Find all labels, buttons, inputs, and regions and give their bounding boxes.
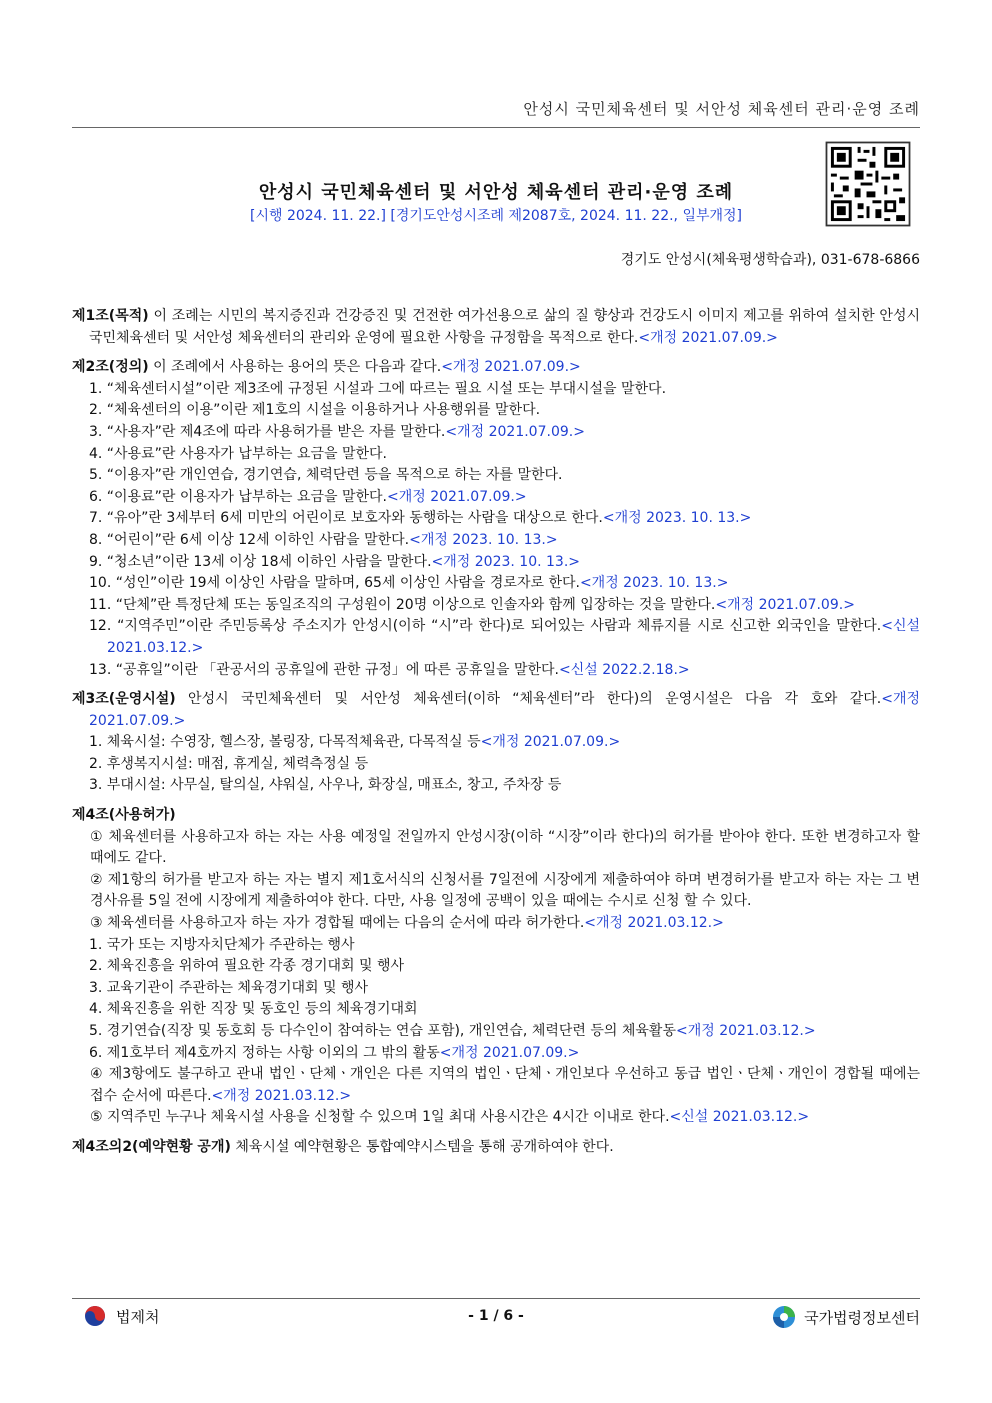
article-3 bbox=[72, 689, 920, 797]
list-item: 6. “이용료”란 이용자가 납부하는 요금을 말한다.<개정 2021.07.09.> bbox=[89, 488, 527, 505]
list-item: 8. “어린이”란 6세 이상 12세 이하인 사람을 말한다.<개정 2023. 10. 13.> bbox=[89, 531, 558, 548]
list-item: 9. “청소년”이란 13세 이상 18세 이하인 사람을 말한다.<개정 2023. 10. 13.> bbox=[89, 553, 580, 570]
article-heading: 제1조(목적) bbox=[72, 308, 149, 324]
list-item: 3. “사용자”란 제4조에 따라 사용허가를 받은 자를 말한다.<개정 2021.07.09.> bbox=[89, 423, 585, 440]
amendment-note: <개정 2021.07.09.> bbox=[638, 329, 778, 346]
list-item: 1. 국가 또는 지방자치단체가 주관하는 행사 bbox=[89, 936, 355, 953]
amendment-note: <개정 2021.07.09.> bbox=[89, 691, 920, 729]
article-1 bbox=[72, 306, 920, 349]
footer-right-label: 국가법령정보센터 bbox=[804, 1308, 920, 1327]
paragraph: ③ 체육센터를 사용하고자 하는 자가 경합될 때에는 다음의 순서에 따라 허가한다.<개정 2021.03.12.> bbox=[90, 915, 724, 932]
list-item: 1. “체육센터시설”이란 제3조에 규정된 시설과 그에 따르는 필요 시설 또는 부대시설을 말한다. bbox=[89, 380, 667, 397]
paragraph: ② 제1항의 허가를 받고자 하는 자는 별지 제1호서식의 신청서를 7일전에 시장에게 제출하여야 하며 변경허가를 받고자 하는 자는 그 변경사유를 5일 전에 시장에게 제출하여야 한다. 다만, 사용 일정에 공백이 있을 때에는 수시로 신청 할 수 있다. bbox=[90, 871, 920, 910]
list-item: 4. 체육진흥을 위한 직장 및 동호인 등의 체육경기대회 bbox=[89, 1001, 418, 1018]
page-number: - 1 / 6 - bbox=[468, 1308, 524, 1324]
article-4-2 bbox=[72, 1137, 920, 1159]
ordinance-body bbox=[72, 306, 920, 1167]
article-heading: 제3조(운영시설) bbox=[72, 691, 176, 708]
law-center-logo-icon bbox=[772, 1305, 796, 1329]
list-item: 5. 경기연습(직장 및 동호회 등 다수인이 참여하는 연습 포함), 개인연습, 체력단련 등의 체육활동<개정 2021.03.12.> bbox=[89, 1023, 816, 1039]
list-item: 13. “공휴일”이란 「관공서의 공휴일에 관한 규정」에 따른 공휴일을 말한다.<신설 2022.2.18.> bbox=[89, 661, 690, 678]
paragraph: ⑤ 지역주민 누구나 체육시설 사용을 신청할 수 있으며 1일 최대 사용시간은 4시간 이내로 한다.<신설 2021.03.12.> bbox=[90, 1109, 810, 1126]
list-item: 3. 교육기관이 주관하는 체육경기대회 및 행사 bbox=[89, 979, 369, 996]
agency-contact: 경기도 안성시(체육평생학습과), 031-678-6866 bbox=[620, 252, 920, 268]
list-item: 11. “단체”란 특정단체 또는 동일조직의 구성원이 20명 이상으로 인솔자와 함께 입장하는 것을 말한다.<개정 2021.07.09.> bbox=[89, 596, 855, 613]
amendment-note: <개정 2021.07.09.> bbox=[441, 359, 581, 376]
list-item: 1. 체육시설: 수영장, 헬스장, 볼링장, 다목적체육관, 다목적실 등<개정 2021.07.09.> bbox=[89, 734, 621, 751]
article-text: 안성시 국민체육센터 및 서안성 체육센터(이하 “체육센터”라 한다)의 운영시설은 다음 각 호와 같다. bbox=[175, 691, 882, 708]
article-text: 체육시설 예약현황은 통합예약시스템을 통해 공개하여야 한다. bbox=[230, 1138, 614, 1155]
article-text: 이 조례에서 사용하는 용어의 뜻은 다음과 같다. bbox=[148, 359, 442, 376]
footer-divider bbox=[72, 1298, 920, 1299]
paragraph: ④ 제3항에도 불구하고 관내 법인ㆍ단체ㆍ개인은 다른 지역의 법인ㆍ단체ㆍ개인보다 우선하고 동급 법인ㆍ단체ㆍ개인이 경합될 때에는 접수 순서에 따른다.<개정 2021.03.12.> bbox=[90, 1066, 920, 1104]
footer-left-label: 법제처 bbox=[116, 1307, 160, 1326]
article-heading: 제4조의2(예약현황 공개) bbox=[72, 1138, 231, 1155]
header-divider bbox=[72, 127, 920, 128]
article-heading: 제4조(사용허가) bbox=[72, 807, 176, 824]
footer-source bbox=[772, 1305, 920, 1329]
article-heading: 제2조(정의) bbox=[72, 359, 149, 376]
article-2 bbox=[72, 357, 920, 681]
article-4 bbox=[72, 805, 920, 1129]
document-title: 안성시 국민체육센터 및 서안성 체육센터 관리·운영 조례 bbox=[258, 182, 734, 203]
enforcement-info: [시행 2024. 11. 22.] [경기도안성시조례 제2087호, 2024. 11. 22., 일부개정] bbox=[249, 208, 743, 224]
list-item: 12. “지역주민”이란 주민등록상 주소지가 안성시(이하 “시”라 한다)로 되어있는 사람과 체류지를 시로 신고한 외국인을 말한다.<신설 2021.03.12.> bbox=[89, 618, 920, 656]
running-header: 안성시 국민체육센터 및 서안성 체육센터 관리·운영 조례 bbox=[523, 100, 920, 118]
list-item: 5. “이용자”란 개인연습, 경기연습, 체력단련 등을 목적으로 하는 자를 말한다. bbox=[89, 467, 563, 484]
list-item: 2. 후생복지시설: 매점, 휴게실, 체력측정실 등 bbox=[89, 755, 369, 772]
list-item: 10. “성인”이란 19세 이상인 사람을 말하며, 65세 이상인 사람을 경로자로 한다.<개정 2023. 10. 13.> bbox=[89, 575, 729, 592]
paragraph: ① 체육센터를 사용하고자 하는 자는 사용 예정일 전일까지 안성시장(이하 “시장”이라 한다)의 허가를 받아야 한다. 또한 변경하고자 할 때에도 같다. bbox=[90, 828, 920, 867]
list-item: 6. 제1호부터 제4호까지 정하는 사항 이외의 그 밖의 활동<개정 2021.07.09.> bbox=[89, 1044, 580, 1061]
list-item: 3. 부대시설: 사무실, 탈의실, 샤워실, 사우나, 화장실, 매표소, 창고, 주차장 등 bbox=[89, 777, 562, 794]
article-text: 이 조례는 시민의 복지증진과 건강증진 및 건전한 여가선용으로 삶의 질 향상과 건강도시 이미지 제고를 위하여 설치한 안성시 국민체육센터 및 서안성 체육센터의 관리와 운영에 필요한 사항을 규정함을 목적으로 한다. bbox=[89, 308, 920, 346]
list-item: 4. “사용료”란 사용자가 납부하는 요금을 말한다. bbox=[89, 445, 387, 462]
list-item: 2. “체육센터의 이용”이란 제1호의 시설을 이용하거나 사용행위를 말한다. bbox=[89, 402, 541, 419]
list-item: 2. 체육진흥을 위하여 필요한 각종 경기대회 및 행사 bbox=[89, 958, 404, 975]
list-item: 7. “유아”란 3세부터 6세 미만의 어린이로 보호자와 동행하는 사람을 대상으로 한다.<개정 2023. 10. 13.> bbox=[89, 510, 752, 527]
